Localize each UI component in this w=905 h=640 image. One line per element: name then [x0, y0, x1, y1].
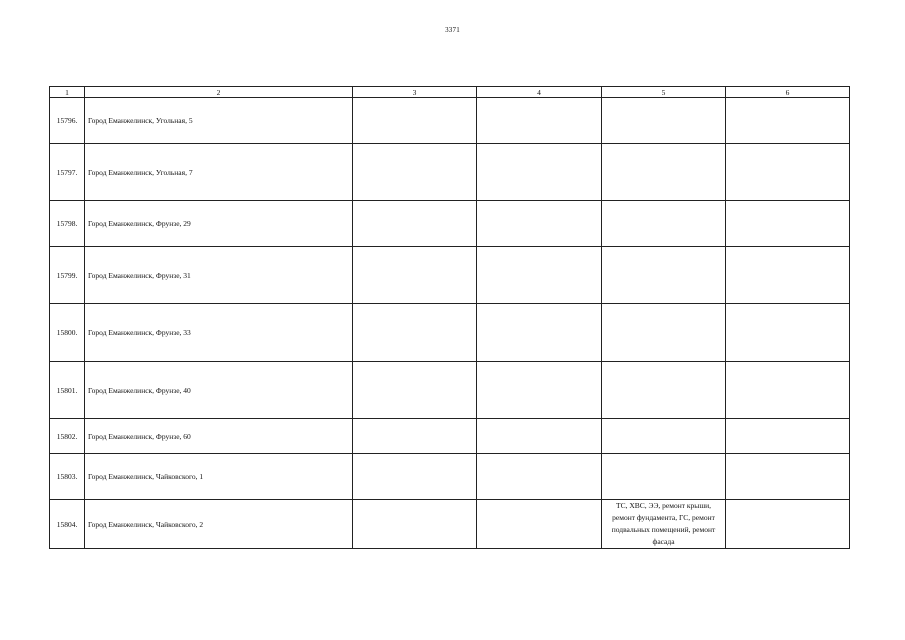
column-header-4: 4 — [477, 87, 602, 98]
row-address: Город Еманжелинск, Фрунзе, 29 — [85, 201, 353, 247]
row-cell-6 — [726, 454, 850, 500]
row-cell-3 — [353, 362, 477, 419]
table-row — [50, 419, 850, 454]
table-row — [50, 362, 850, 419]
column-header-2: 2 — [85, 87, 353, 98]
table-row — [50, 144, 850, 201]
table-row — [50, 454, 850, 500]
row-number: 15798. — [50, 201, 85, 247]
row-cell-6 — [726, 201, 850, 247]
row-cell-6 — [726, 362, 850, 419]
row-cell-4 — [477, 144, 602, 201]
row-number: 15801. — [50, 362, 85, 419]
row-cell-3 — [353, 144, 477, 201]
row-cell-3 — [353, 419, 477, 454]
row-cell-4 — [477, 247, 602, 304]
row-cell-6 — [726, 247, 850, 304]
row-cell-4 — [477, 454, 602, 500]
page-number: 3371 — [445, 26, 460, 34]
row-address: Город Еманжелинск, Фрунзе, 31 — [85, 247, 353, 304]
row-number: 15797. — [50, 144, 85, 201]
row-address: Город Еманжелинск, Чайковского, 2 — [85, 500, 353, 549]
row-address: Город Еманжелинск, Фрунзе, 40 — [85, 362, 353, 419]
row-cell-4 — [477, 98, 602, 144]
row-number: 15799. — [50, 247, 85, 304]
row-cell-4 — [477, 362, 602, 419]
row-address: Город Еманжелинск, Чайковского, 1 — [85, 454, 353, 500]
row-cell-6 — [726, 304, 850, 362]
row-cell-6 — [726, 500, 850, 549]
row-cell-3 — [353, 304, 477, 362]
row-number: 15803. — [50, 454, 85, 500]
row-cell-6 — [726, 98, 850, 144]
row-cell-3 — [353, 500, 477, 549]
row-cell-3 — [353, 247, 477, 304]
row-address: Город Еманжелинск, Угольная, 5 — [85, 98, 353, 144]
row-cell-6 — [726, 144, 850, 201]
row-number: 15800. — [50, 304, 85, 362]
column-header-1: 1 — [50, 87, 85, 98]
row-work-list: ТС, ХВС, ЭЭ, ремонт крыши, ремонт фундамента, ГС, ремонт подвальных помещений, ремонт фасада — [602, 500, 726, 549]
row-address: Город Еманжелинск, Угольная, 7 — [85, 144, 353, 201]
table-row — [50, 201, 850, 247]
row-cell-4 — [477, 201, 602, 247]
row-cell-5 — [602, 304, 726, 362]
row-address: Город Еманжелинск, Фрунзе, 33 — [85, 304, 353, 362]
row-cell-3 — [353, 454, 477, 500]
row-cell-5 — [602, 98, 726, 144]
column-header-3: 3 — [353, 87, 477, 98]
header-row — [50, 87, 850, 98]
table-row — [50, 247, 850, 304]
row-number: 15796. — [50, 98, 85, 144]
table-row — [50, 500, 850, 549]
row-cell-4 — [477, 304, 602, 362]
row-cell-5 — [602, 419, 726, 454]
row-cell-4 — [477, 500, 602, 549]
row-cell-5 — [602, 362, 726, 419]
row-cell-4 — [477, 419, 602, 454]
row-number: 15802. — [50, 419, 85, 454]
row-number: 15804. — [50, 500, 85, 549]
row-address: Город Еманжелинск, Фрунзе, 60 — [85, 419, 353, 454]
table-row — [50, 98, 850, 144]
housing-registry-table — [49, 86, 850, 549]
row-cell-6 — [726, 419, 850, 454]
row-cell-5 — [602, 247, 726, 304]
column-header-5: 5 — [602, 87, 726, 98]
row-cell-3 — [353, 201, 477, 247]
row-cell-5 — [602, 201, 726, 247]
column-header-6: 6 — [726, 87, 850, 98]
row-cell-5 — [602, 454, 726, 500]
row-cell-3 — [353, 98, 477, 144]
table-row — [50, 304, 850, 362]
row-cell-5 — [602, 144, 726, 201]
